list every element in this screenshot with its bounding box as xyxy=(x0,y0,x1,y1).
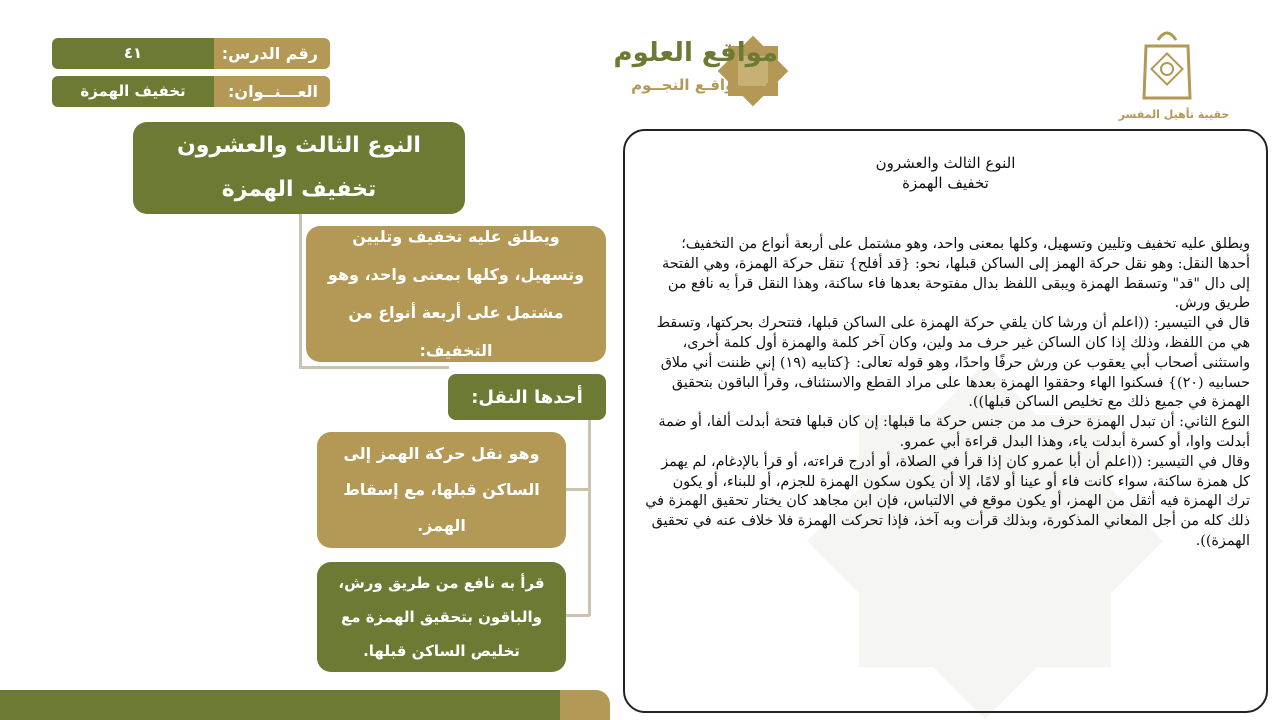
panel-title-line2: تخفيف الهمزة xyxy=(902,174,989,192)
topic-title-line2: تخفيف الهمزة xyxy=(221,177,377,202)
lesson-number-row xyxy=(52,38,330,69)
bag-emblem-icon xyxy=(1140,26,1194,102)
lesson-number-value: ٤١ xyxy=(52,38,214,69)
connector-line xyxy=(299,214,302,368)
lesson-title-row xyxy=(52,76,330,107)
site-logo-title: مواقع العلوم xyxy=(613,38,778,68)
lesson-title-label: العـــنــوان: xyxy=(212,76,330,107)
panel-paragraph: ويطلق عليه تخفيف وتليين وتسهيل، وكلها بمعنى واحد، وهو مشتمل على أربعة أنواع من التخفيف؛ xyxy=(681,236,1250,252)
panel-paragraph: أحدها النقل: وهو نقل حركة الهمز إلى الساكن قبلها، نحو: {قد أفلح} تنقل حركة الهمزة، وهي الفتحة إلى دال "قد" وتسقط الهمزة ويبقى اللفظ بدال مفتوحة بعدها فاء ساكنة، وهذا النقل قرأ به نافع من طريق ورش. xyxy=(662,255,1250,312)
panel-title-line1: النوع الثالث والعشرون xyxy=(875,154,1016,172)
connector-line xyxy=(588,420,591,616)
panel-paragraph: وقال في التيسير: ((اعلم أن أبا عمرو كان إذا قرأ في الصلاة، أو أدرج قراءته، أو قرأ بالإدغام، لم يهمز كل همزة ساكنة، سواء كانت فاء أو عينا أو لامًا، إلا أن يكون سكون الهمزة للجزم، أو للبناء، أو يكون ترك الهمزة فيه أثقل من الهمز، أو يكون موقع في الالتباس، فإن ابن مجاهد كان يختار تحقيق الهمزة في ذلك كله من أجل المعاني المذكورة، وبذلك قرأت وبه آخذ، فإذا تحركت الهمزة فلا خلاف عنه في تحقيق الهمزة)). xyxy=(645,453,1250,549)
panel-paragraph: قال في التيسير: ((اعلم أن ورشا كان يلقي حركة الهمزة على الساكن قبلها، فتتحرك بحركتها، وتسقط هي من اللفظ، وذلك إذا كان الساكن غير حرف مد ولين، وكان آخر كلمة والهمزة أول كلمة أخرى، واستثنى أصحاب أبي يعقوب عن ورش حرفًا واحدًا، وهو قوله تعالى: {كتابيه (١٩) إني ظننت أني ملاق حسابيه (٢٠)} فسكنوا الهاء وحققوا الهمزة بعدها على مراد القطع والاستئناف، وقرأ الباقون بتحقيق الهمزة في جميع ذلك مع تخليص الساكن قبلها)). xyxy=(656,315,1250,411)
text-panel xyxy=(623,129,1268,713)
description-box: ويطلق عليه تخفيف وتليين وتسهيل، وكلها بمعنى واحد، وهو مشتمل على أربعة أنواع من التخفيف: xyxy=(306,226,606,362)
bottom-bar xyxy=(0,690,608,720)
topic-title-box xyxy=(133,122,465,214)
site-logo-subtitle: في مواقـع النجــوم xyxy=(631,76,774,94)
definition-box: وهو نقل حركة الهمز إلى الساكن قبلها، مع إسقاط الهمز. xyxy=(317,432,566,548)
panel-paragraph: النوع الثاني: أن تبدل الهمزة حرف مد من جنس حركة ما قبلها: إن كان قبلها فتحة أبدلت ألفا، أو ضمة أبدلت واوا، أو كسرة أبدلت ياء، وهذا البدل قراءة أبي عمرو. xyxy=(658,414,1250,450)
emblem-caption: حقيبة تأهيل المفسر xyxy=(1118,108,1230,121)
bottom-bar-accent xyxy=(560,690,610,720)
panel-title xyxy=(625,153,1266,193)
lesson-title-value: تخفيف الهمزة xyxy=(52,76,214,107)
connector-line xyxy=(566,488,590,491)
connector-line xyxy=(566,614,590,617)
panel-body xyxy=(645,235,1250,705)
topic-title-line1: النوع الثالث والعشرون xyxy=(177,133,421,158)
reading-box: قرأ به نافع من طريق ورش، والباقون بتحقيق الهمزة مع تخليص الساكن قبلها. xyxy=(317,562,566,672)
first-type-box: أحدها النقل: xyxy=(448,374,606,420)
lesson-number-label: رقم الدرس: xyxy=(212,38,330,69)
